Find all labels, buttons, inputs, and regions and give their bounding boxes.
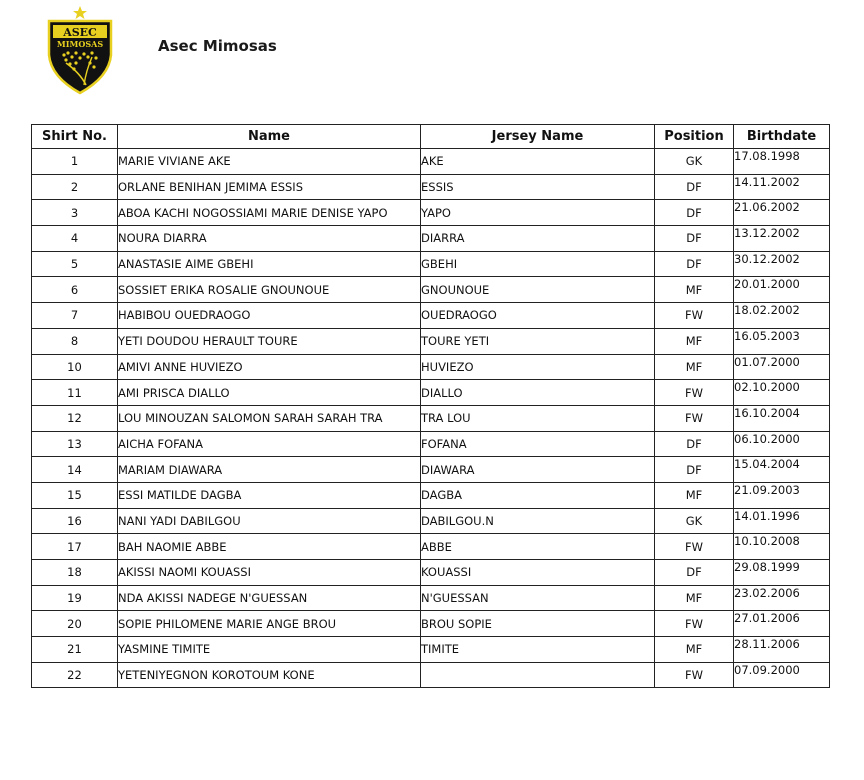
player-name-cell: NDA AKISSI NADEGE N'GUESSAN bbox=[118, 585, 421, 611]
birthdate-cell: 16.10.2004 bbox=[734, 405, 830, 431]
shirt-number-cell: 15 bbox=[32, 482, 118, 508]
table-row bbox=[32, 431, 830, 457]
position-cell: GK bbox=[655, 149, 734, 175]
position-cell: FW bbox=[655, 380, 734, 406]
position-cell: MF bbox=[655, 354, 734, 380]
birthdate-cell: 27.01.2006 bbox=[734, 611, 830, 637]
player-name-cell: MARIAM DIAWARA bbox=[118, 457, 421, 483]
table-row bbox=[32, 174, 830, 200]
table-row bbox=[32, 482, 830, 508]
table-row bbox=[32, 457, 830, 483]
jersey-name-cell: TRA LOU bbox=[421, 405, 655, 431]
position-cell: DF bbox=[655, 431, 734, 457]
table-row bbox=[32, 534, 830, 560]
shirt-number-cell: 20 bbox=[32, 611, 118, 637]
player-name-cell: NOURA DIARRA bbox=[118, 226, 421, 252]
table-row bbox=[32, 226, 830, 252]
table-row bbox=[32, 328, 830, 354]
shirt-number-cell: 5 bbox=[32, 251, 118, 277]
position-cell: DF bbox=[655, 251, 734, 277]
jersey-name-cell: HUVIEZO bbox=[421, 354, 655, 380]
position-cell: FW bbox=[655, 405, 734, 431]
jersey-name-cell: YAPO bbox=[421, 200, 655, 226]
birthdate-cell: 20.01.2000 bbox=[734, 277, 830, 303]
birthdate-cell: 17.08.1998 bbox=[734, 149, 830, 175]
position-cell: DF bbox=[655, 560, 734, 586]
club-crest-logo bbox=[46, 5, 114, 95]
jersey-name-cell: FOFANA bbox=[421, 431, 655, 457]
position-cell: FW bbox=[655, 662, 734, 688]
player-name-cell: SOSSIET ERIKA ROSALIE GNOUNOUE bbox=[118, 277, 421, 303]
position-cell: MF bbox=[655, 482, 734, 508]
club-title: Asec Mimosas bbox=[158, 37, 277, 55]
player-name-cell: AKISSI NAOMI KOUASSI bbox=[118, 560, 421, 586]
shirt-number-cell: 10 bbox=[32, 354, 118, 380]
jersey-name-cell: DABILGOU.N bbox=[421, 508, 655, 534]
column-header-shirt-no: Shirt No. bbox=[32, 125, 118, 149]
position-cell: MF bbox=[655, 328, 734, 354]
table-row bbox=[32, 149, 830, 175]
player-name-cell: BAH NAOMIE ABBE bbox=[118, 534, 421, 560]
column-header-jersey-name: Jersey Name bbox=[421, 125, 655, 149]
column-header-name: Name bbox=[118, 125, 421, 149]
birthdate-cell: 28.11.2006 bbox=[734, 637, 830, 663]
position-cell: DF bbox=[655, 457, 734, 483]
jersey-name-cell: DIALLO bbox=[421, 380, 655, 406]
jersey-name-cell: DIARRA bbox=[421, 226, 655, 252]
position-cell: FW bbox=[655, 611, 734, 637]
shirt-number-cell: 21 bbox=[32, 637, 118, 663]
player-name-cell: YETENIYEGNON KOROTOUM KONE bbox=[118, 662, 421, 688]
jersey-name-cell: OUEDRAOGO bbox=[421, 303, 655, 329]
birthdate-cell: 14.01.1996 bbox=[734, 508, 830, 534]
column-header-birthdate: Birthdate bbox=[734, 125, 830, 149]
position-cell: GK bbox=[655, 508, 734, 534]
birthdate-cell: 29.08.1999 bbox=[734, 560, 830, 586]
position-cell: DF bbox=[655, 200, 734, 226]
jersey-name-cell: N'GUESSAN bbox=[421, 585, 655, 611]
column-header-position: Position bbox=[655, 125, 734, 149]
player-name-cell: ABOA KACHI NOGOSSIAMI MARIE DENISE YAPO bbox=[118, 200, 421, 226]
svg-text:ASEC: ASEC bbox=[63, 26, 97, 39]
shirt-number-cell: 4 bbox=[32, 226, 118, 252]
table-row bbox=[32, 560, 830, 586]
table-header-row bbox=[32, 125, 830, 149]
svg-text:MIMOSAS: MIMOSAS bbox=[56, 39, 104, 49]
jersey-name-cell: GBEHI bbox=[421, 251, 655, 277]
position-cell: DF bbox=[655, 174, 734, 200]
table-row bbox=[32, 662, 830, 688]
position-cell: MF bbox=[655, 637, 734, 663]
shirt-number-cell: 16 bbox=[32, 508, 118, 534]
crest-icon bbox=[46, 5, 114, 95]
shirt-number-cell: 22 bbox=[32, 662, 118, 688]
player-name-cell: AICHA FOFANA bbox=[118, 431, 421, 457]
table-row bbox=[32, 611, 830, 637]
player-name-cell: HABIBOU OUEDRAOGO bbox=[118, 303, 421, 329]
table-row bbox=[32, 380, 830, 406]
shirt-number-cell: 18 bbox=[32, 560, 118, 586]
player-name-cell: MARIE VIVIANE AKE bbox=[118, 149, 421, 175]
shirt-number-cell: 13 bbox=[32, 431, 118, 457]
shirt-number-cell: 3 bbox=[32, 200, 118, 226]
shirt-number-cell: 11 bbox=[32, 380, 118, 406]
player-name-cell: ANASTASIE AIME GBEHI bbox=[118, 251, 421, 277]
jersey-name-cell: KOUASSI bbox=[421, 560, 655, 586]
birthdate-cell: 16.05.2003 bbox=[734, 328, 830, 354]
player-name-cell: NANI YADI DABILGOU bbox=[118, 508, 421, 534]
birthdate-cell: 21.06.2002 bbox=[734, 200, 830, 226]
birthdate-cell: 13.12.2002 bbox=[734, 226, 830, 252]
jersey-name-cell: TIMITE bbox=[421, 637, 655, 663]
birthdate-cell: 01.07.2000 bbox=[734, 354, 830, 380]
table-row bbox=[32, 585, 830, 611]
shirt-number-cell: 6 bbox=[32, 277, 118, 303]
table-row bbox=[32, 508, 830, 534]
shirt-number-cell: 12 bbox=[32, 405, 118, 431]
player-name-cell: SOPIE PHILOMENE MARIE ANGE BROU bbox=[118, 611, 421, 637]
player-name-cell: ORLANE BENIHAN JEMIMA ESSIS bbox=[118, 174, 421, 200]
table-row bbox=[32, 354, 830, 380]
shirt-number-cell: 14 bbox=[32, 457, 118, 483]
birthdate-cell: 14.11.2002 bbox=[734, 174, 830, 200]
position-cell: MF bbox=[655, 585, 734, 611]
birthdate-cell: 07.09.2000 bbox=[734, 662, 830, 688]
player-name-cell: YETI DOUDOU HERAULT TOURE bbox=[118, 328, 421, 354]
jersey-name-cell bbox=[421, 662, 655, 688]
jersey-name-cell: ESSIS bbox=[421, 174, 655, 200]
birthdate-cell: 06.10.2000 bbox=[734, 431, 830, 457]
jersey-name-cell: DIAWARA bbox=[421, 457, 655, 483]
birthdate-cell: 18.02.2002 bbox=[734, 303, 830, 329]
shirt-number-cell: 7 bbox=[32, 303, 118, 329]
birthdate-cell: 21.09.2003 bbox=[734, 482, 830, 508]
player-name-cell: AMI PRISCA DIALLO bbox=[118, 380, 421, 406]
table-row bbox=[32, 200, 830, 226]
player-name-cell: AMIVI ANNE HUVIEZO bbox=[118, 354, 421, 380]
table-row bbox=[32, 303, 830, 329]
position-cell: FW bbox=[655, 534, 734, 560]
jersey-name-cell: BROU SOPIE bbox=[421, 611, 655, 637]
birthdate-cell: 02.10.2000 bbox=[734, 380, 830, 406]
jersey-name-cell: AKE bbox=[421, 149, 655, 175]
position-cell: DF bbox=[655, 226, 734, 252]
jersey-name-cell: DAGBA bbox=[421, 482, 655, 508]
shirt-number-cell: 1 bbox=[32, 149, 118, 175]
shirt-number-cell: 2 bbox=[32, 174, 118, 200]
birthdate-cell: 10.10.2008 bbox=[734, 534, 830, 560]
table-row bbox=[32, 277, 830, 303]
jersey-name-cell: TOURE YETI bbox=[421, 328, 655, 354]
roster-table bbox=[31, 124, 830, 688]
table-row bbox=[32, 251, 830, 277]
jersey-name-cell: GNOUNOUE bbox=[421, 277, 655, 303]
player-name-cell: YASMINE TIMITE bbox=[118, 637, 421, 663]
birthdate-cell: 30.12.2002 bbox=[734, 251, 830, 277]
shirt-number-cell: 19 bbox=[32, 585, 118, 611]
birthdate-cell: 15.04.2004 bbox=[734, 457, 830, 483]
player-name-cell: ESSI MATILDE DAGBA bbox=[118, 482, 421, 508]
jersey-name-cell: ABBE bbox=[421, 534, 655, 560]
table-row bbox=[32, 405, 830, 431]
position-cell: MF bbox=[655, 277, 734, 303]
shirt-number-cell: 17 bbox=[32, 534, 118, 560]
player-name-cell: LOU MINOUZAN SALOMON SARAH SARAH TRA bbox=[118, 405, 421, 431]
table-row bbox=[32, 637, 830, 663]
position-cell: FW bbox=[655, 303, 734, 329]
shirt-number-cell: 8 bbox=[32, 328, 118, 354]
birthdate-cell: 23.02.2006 bbox=[734, 585, 830, 611]
